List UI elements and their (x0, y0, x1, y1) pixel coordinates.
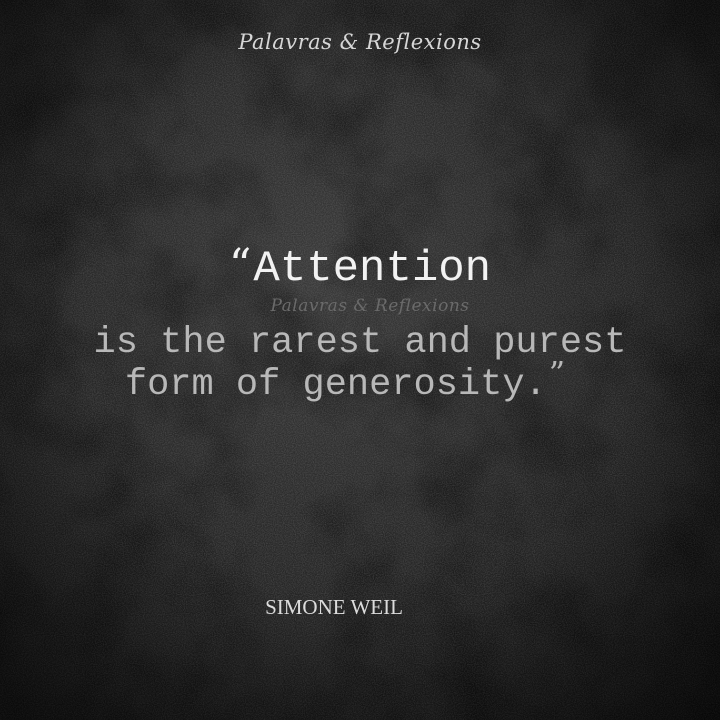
quote-headline-word: Attention (253, 244, 492, 294)
close-quote-mark: ” (548, 354, 566, 392)
brand-watermark: Palavras & Reflexions (270, 296, 470, 316)
quote-line-3 (0, 354, 720, 406)
quote-author: SIMONE WEIL (265, 595, 403, 619)
quote-line-3-text: form of generosity. (124, 364, 547, 406)
open-quote-mark: “ (228, 240, 252, 291)
brand-logo-text: Palavras & Reflexions (238, 30, 482, 54)
quote-headline (0, 240, 720, 294)
quote-line-2: is the rarest and purest (93, 322, 627, 364)
